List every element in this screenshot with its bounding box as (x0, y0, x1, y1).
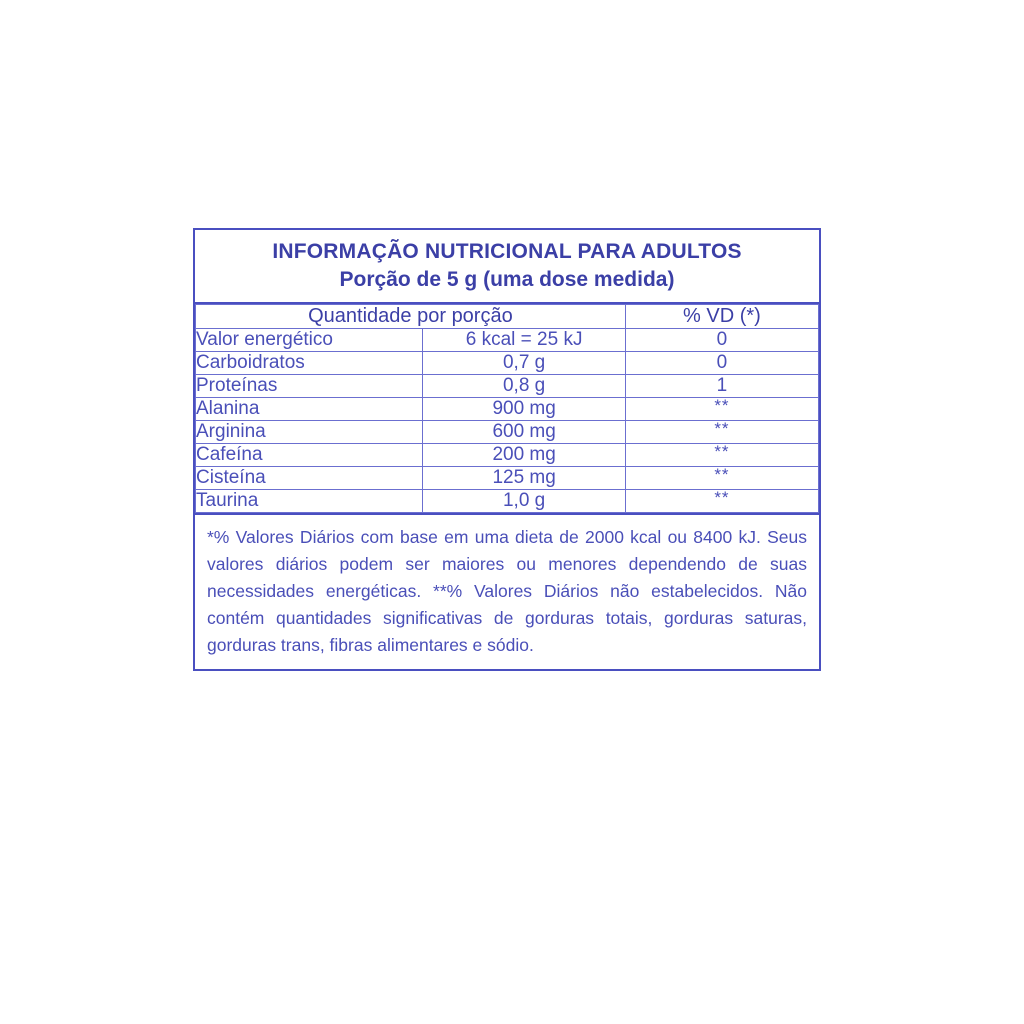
nutrient-daily-value: 0 (625, 351, 818, 374)
nutrient-name: Carboidratos (196, 351, 423, 374)
nutrition-facts-panel (193, 228, 821, 671)
nutrient-amount: 0,7 g (423, 351, 625, 374)
nutrient-daily-value: 0 (625, 328, 818, 351)
nutrient-daily-value: ** (625, 440, 818, 463)
nutrient-amount: 200 mg (423, 443, 625, 466)
nutrient-name: Proteínas (196, 374, 423, 397)
nutrient-amount: 900 mg (423, 397, 625, 420)
column-header-quantity: Quantidade por porção (196, 304, 626, 328)
nutrition-table (195, 304, 819, 513)
nutrient-daily-value: ** (625, 394, 818, 417)
nutrient-amount: 6 kcal = 25 kJ (423, 328, 625, 351)
footnote-text: *% Valores Diários com base em uma dieta de 2000 kcal ou 8400 kJ. Seus valores diários podem ser maiores ou menores dependendo de suas necessidades energéticas. **% Valores Diários não estabelecidos. Não contém quantidades significativas de gorduras totais, gorduras saturas, gorduras trans, fibras alimentares e sódio. (207, 526, 807, 655)
nutrient-daily-value: 1 (625, 374, 818, 397)
table-row (196, 489, 819, 512)
nutrient-name: Taurina (196, 489, 423, 512)
nutrient-name: Arginina (196, 420, 423, 443)
column-header-daily-value: % VD (*) (625, 304, 818, 328)
panel-title: INFORMAÇÃO NUTRICIONAL PARA ADULTOS (272, 240, 742, 263)
nutrient-daily-value: ** (625, 486, 818, 509)
nutrient-name: Alanina (196, 397, 423, 420)
footnote-block (195, 513, 819, 670)
nutrient-amount: 0,8 g (423, 374, 625, 397)
table-row (196, 351, 819, 374)
nutrient-name: Cafeína (196, 443, 423, 466)
nutrient-amount: 1,0 g (423, 489, 625, 512)
nutrient-name: Cisteína (196, 466, 423, 489)
panel-header (195, 230, 819, 304)
panel-portion: Porção de 5 g (uma dose medida) (339, 268, 675, 292)
table-row (196, 328, 819, 351)
nutrient-amount: 600 mg (423, 420, 625, 443)
nutrient-daily-value: ** (625, 463, 818, 486)
table-header-row (196, 304, 819, 328)
nutrient-amount: 125 mg (423, 466, 625, 489)
nutrient-name: Valor energético (196, 328, 423, 351)
nutrient-daily-value: ** (625, 417, 818, 440)
